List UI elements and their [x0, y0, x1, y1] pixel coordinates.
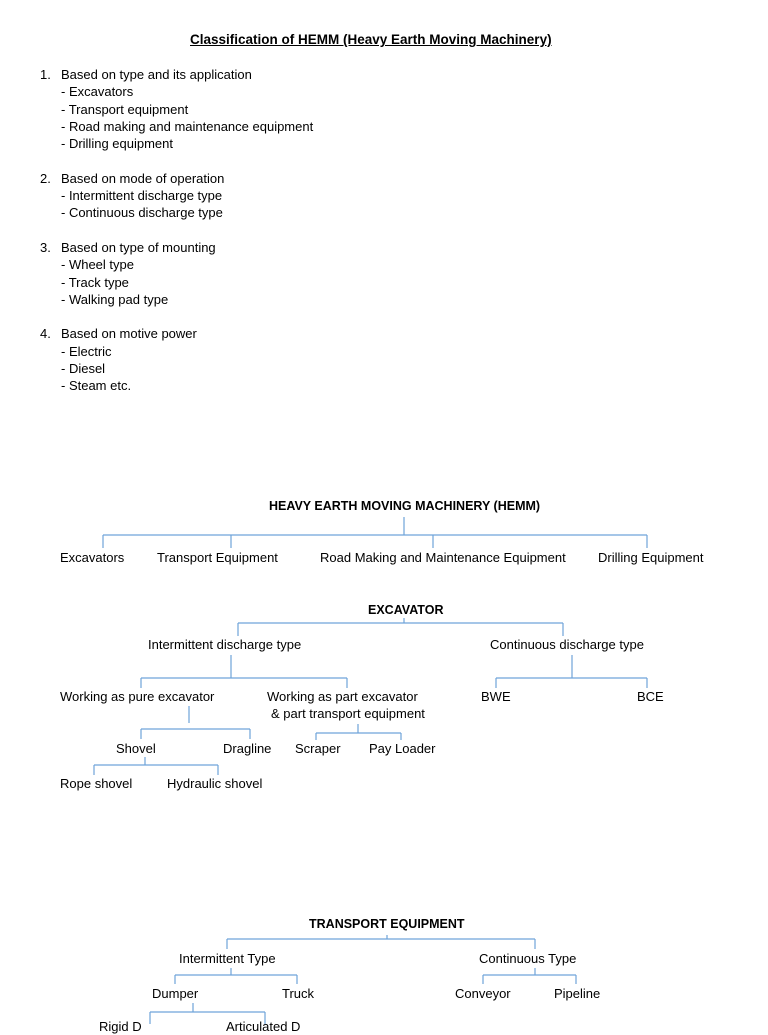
transport-dumper: Dumper: [152, 986, 199, 1001]
transport-articulated-dumper: Articulated D: [226, 1019, 301, 1034]
excavator-tree-root: EXCAVATOR: [368, 603, 444, 617]
category-item: - Steam etc.: [61, 378, 132, 394]
category-number: 4.: [40, 326, 51, 342]
excavator-scraper: Scraper: [295, 741, 341, 756]
category-item: - Diesel: [61, 361, 106, 377]
category-item: - Walking pad type: [61, 291, 169, 307]
excavator-hydraulic-shovel: Hydraulic shovel: [167, 776, 263, 791]
excavator-shovel: Shovel: [116, 741, 156, 756]
transport-continuous: Continuous Type: [479, 951, 577, 966]
category-heading-text: Based on mode of operation: [61, 170, 225, 186]
excavator-part-line1: Working as part excavator: [267, 689, 418, 704]
excavator-part-line2: & part transport equipment: [271, 706, 425, 721]
category-item: - Wheel type: [61, 257, 134, 273]
transport-conveyor: Conveyor: [455, 986, 511, 1001]
excavator-bwe: BWE: [481, 689, 511, 704]
category-number: 1.: [40, 67, 51, 82]
category-heading-text: Based on type and its application: [61, 67, 252, 82]
category-item: - Electric: [61, 343, 112, 359]
excavator-continuous: Continuous discharge type: [490, 637, 644, 652]
transport-rigid-dumper: Rigid D: [99, 1019, 142, 1034]
category-item: - Drilling equipment: [61, 136, 173, 152]
category-heading-text: Based on type of mounting: [61, 239, 216, 255]
transport-intermittent: Intermittent Type: [179, 951, 276, 966]
category-item: - Intermittent discharge type: [61, 188, 223, 204]
hemm-child-transport: Transport Equipment: [157, 550, 278, 565]
hemm-child-road-making: Road Making and Maintenance Equipment: [320, 550, 566, 565]
transport-truck: Truck: [282, 986, 315, 1001]
category-item: - Continuous discharge type: [61, 205, 223, 221]
hemm-child-drilling: Drilling Equipment: [598, 550, 704, 565]
category-item: - Transport equipment: [61, 101, 189, 117]
category-heading-text: Based on motive power: [61, 326, 197, 342]
category-item: - Excavators: [61, 84, 134, 100]
excavator-rope-shovel: Rope shovel: [60, 776, 133, 791]
hemm-tree-root: HEAVY EARTH MOVING MACHINERY (HEMM): [269, 499, 541, 513]
category-number: 3.: [40, 239, 51, 255]
hemm-child-excavators: Excavators: [60, 550, 125, 565]
transport-tree-root: TRANSPORT EQUIPMENT: [309, 917, 465, 931]
page-title: Classification of HEMM (Heavy Earth Moving Machinery): [190, 32, 552, 47]
excavator-bce: BCE: [637, 689, 664, 704]
excavator-pay-loader: Pay Loader: [369, 741, 436, 756]
excavator-dragline: Dragline: [223, 741, 272, 756]
transport-pipeline: Pipeline: [554, 986, 601, 1001]
excavator-intermittent: Intermittent discharge type: [148, 637, 302, 652]
category-number: 2.: [40, 170, 51, 186]
category-item: - Road making and maintenance equipment: [61, 118, 314, 134]
category-item: - Track type: [61, 274, 129, 290]
excavator-pure: Working as pure excavator: [60, 689, 215, 704]
